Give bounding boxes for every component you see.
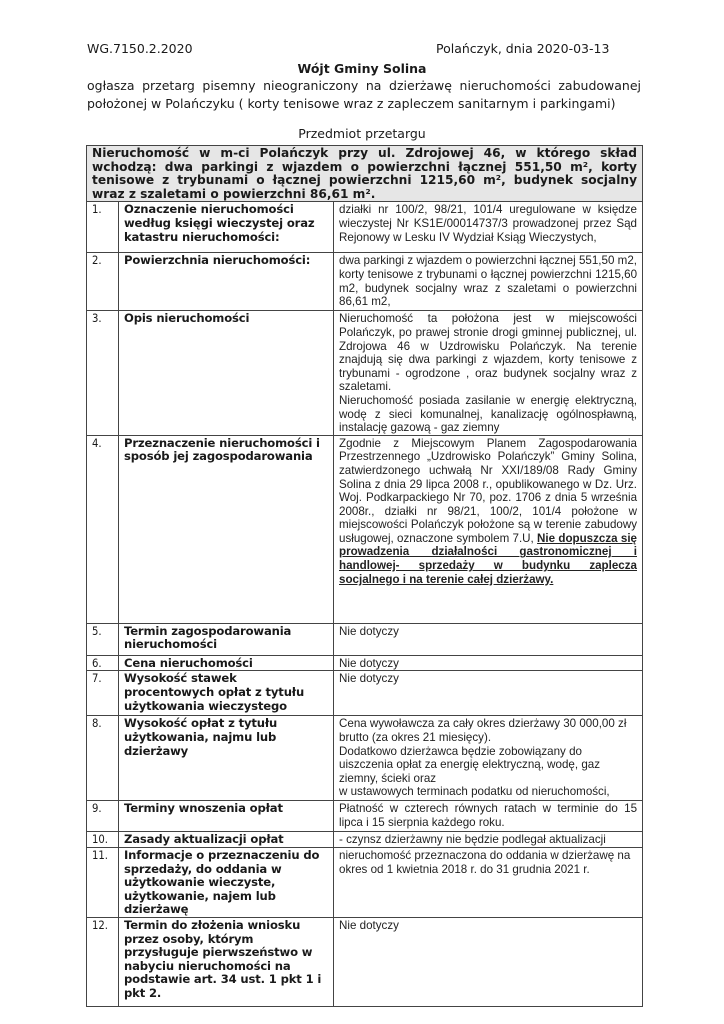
row-label: Opis nieruchomości xyxy=(119,311,334,435)
issuer-title: Wójt Gminy Solina xyxy=(297,61,427,76)
intro-line-1: ogłasza przetarg pisemny nieograniczony na dzierżawę nieruchomości zabudowanej xyxy=(87,78,641,93)
table-row xyxy=(87,917,643,1006)
table-row xyxy=(87,311,643,435)
description-text: Nieruchomość ta położona jest w miejscowości Polańczyk, po prawej stronie drogi gminnej publicznej, ul. Zdrojowa 46 w Uzdrowisku Polańczyk. Na terenie znajdują się dwa parkingi z wjazdem, korty tenisowe z trybunami - ogrodzone , oraz budynek socjalny wraz z szaletami. xyxy=(339,312,638,394)
row-number: 8. xyxy=(87,716,119,801)
row-label: Powierzchnia nieruchomości: xyxy=(119,253,334,311)
row-number: 2. xyxy=(87,253,119,311)
reference-number: WG.7150.2.2020 xyxy=(87,41,193,56)
row-label: Termin do złożenia wniosku przez osoby, którym przysługuje pierwszeństwo w nabyciu nieruchomości na podstawie art. 34 ust. 1 pkt 1 i pkt 2. xyxy=(119,917,334,1006)
row-number: 1. xyxy=(87,202,119,253)
restriction-notice: Nie dopuszcza się prowadzenia działalności gastronomicznej i handlowej- sprzedaży w budynku zaplecza socjalnego i na terenie całej dzierżawy. xyxy=(339,531,638,586)
table-row xyxy=(87,801,643,832)
row-value xyxy=(334,311,643,435)
banner-row xyxy=(87,146,643,202)
row-number: 7. xyxy=(87,671,119,716)
row-value: Nie dotyczy xyxy=(334,917,643,1006)
table-row xyxy=(87,716,643,801)
row-number: 9. xyxy=(87,801,119,832)
row-value: Nie dotyczy xyxy=(334,623,643,655)
row-number: 11. xyxy=(87,847,119,917)
table-row xyxy=(87,847,643,917)
row-label: Wysokość stawek procentowych opłat z tytułu użytkowania wieczystego xyxy=(119,671,334,716)
row-label: Terminy wnoszenia opłat xyxy=(119,801,334,832)
row-number: 6. xyxy=(87,655,119,671)
table-row xyxy=(87,623,643,655)
row-label: Informacje o przeznaczeniu do sprzedaży, do oddania w użytkowanie wieczyste, użytkowanie, najem lub dzierżawę xyxy=(119,847,334,917)
table-row xyxy=(87,832,643,848)
property-tax-text: w ustawowych terminach podatku od nieruchomości, xyxy=(339,785,610,799)
utilities-text: Nieruchomość posiada zasilanie w energię elektryczną, wodę z sieci komunalnej, kanalizację ogólnospławną, instalację gazową - gaz ziemny xyxy=(339,393,638,435)
announcement-intro xyxy=(87,77,641,113)
place-and-date: Polańczyk, dnia 2020-03-13 xyxy=(436,41,610,56)
row-value: działki nr 100/2, 98/21, 101/4 uregulowane w księdze wieczystej Nr KS1E/00014737/3 prowadzonej przez Sąd Rejonowy w Lesku IV Wydział Ksiąg Wieczystych, xyxy=(334,202,643,253)
row-value: nieruchomość przeznaczona do oddania w dzierżawę na okres od 1 kwietnia 2018 r. do 31 grudnia 2021 r. xyxy=(334,847,643,917)
table-row xyxy=(87,435,643,623)
row-label: Zasady aktualizacji opłat xyxy=(119,832,334,848)
row-number: 12. xyxy=(87,917,119,1006)
table-row xyxy=(87,202,643,253)
row-label: Oznaczenie nieruchomości według księgi wieczystej oraz katastru nieruchomości: xyxy=(119,202,334,253)
row-value: Nie dotyczy xyxy=(334,671,643,716)
row-number: 4. xyxy=(87,435,119,623)
row-number: 5. xyxy=(87,623,119,655)
table-row xyxy=(87,253,643,311)
row-value: Nie dotyczy xyxy=(334,655,643,671)
property-summary: Nieruchomość w m-ci Polańczyk przy ul. Zdrojowej 46, w którego skład wchodzą: dwa parkingi z wjazdem o powierzchni łącznej 551,50 m², korty tenisowe z trybunami o łącznej powierzchni 1215,60 m², budynek socjalny wraz z szaletami o powierzchni 86,61 m². xyxy=(87,146,643,202)
zoning-text: Zgodnie z Miejscowym Planem Zagospodarowania Przestrzennego „Uzdrowisko Polańczyk” Gminy Solina, zatwierdzonego uchwałą Nr XXI/189/08 Rady Gminy Solina z dnia 29 lipca 2008 r., opublikowanego w Dz. Urz. Woj. Podkarpackiego Nr 70, poz. 1706 z dnia 5 września 2008r., działki nr 98/21, 100/2, 101/4 położone w miejscowości Polańczyk położone są w terenie zabudowy usługowej, oznaczone symbolem 7.U, xyxy=(339,436,638,545)
subject-title: Przedmiot przetargu xyxy=(298,126,426,141)
tender-details-table xyxy=(86,145,643,1007)
row-label: Cena nieruchomości xyxy=(119,655,334,671)
row-number: 10. xyxy=(87,832,119,848)
intro-line-2: położonej w Polańczyku ( korty tenisowe wraz z zapleczem sanitarnym i parkingami) xyxy=(87,96,616,111)
table-row xyxy=(87,655,643,671)
row-value: Płatność w czterech równych ratach w terminie do 15 lipca i 15 sierpnia każdego roku. xyxy=(334,801,643,832)
row-value: dwa parkingi z wjazdem o powierzchni łącznej 551,50 m2, korty tenisowe z trybunami o łącznej powierzchni 1215,60 m2, budynek socjalny wraz z szaletami o powierzchni 86,61 m2, xyxy=(334,253,643,311)
row-label: Termin zagospodarowania nieruchomości xyxy=(119,623,334,655)
row-value xyxy=(334,716,643,801)
row-value xyxy=(334,435,643,623)
row-label: Przeznaczenie nieruchomości i sposób jej zagospodarowania xyxy=(119,435,334,623)
row-value: - czynsz dzierżawny nie będzie podlegał aktualizacji xyxy=(334,832,643,848)
starting-price-text: Cena wywoławcza za cały okres dzierżawy 30 000,00 zł brutto (za okres 21 miesięcy). xyxy=(339,717,627,744)
table-row xyxy=(87,671,643,716)
additional-fees-text: Dodatkowo dzierżawca będzie zobowiązany do uiszczenia opłat za energię elektryczną, wodę, gaz ziemny, ścieki oraz xyxy=(339,744,601,785)
row-number: 3. xyxy=(87,311,119,435)
row-label: Wysokość opłat z tytułu użytkowania, najmu lub dzierżawy xyxy=(119,716,334,801)
